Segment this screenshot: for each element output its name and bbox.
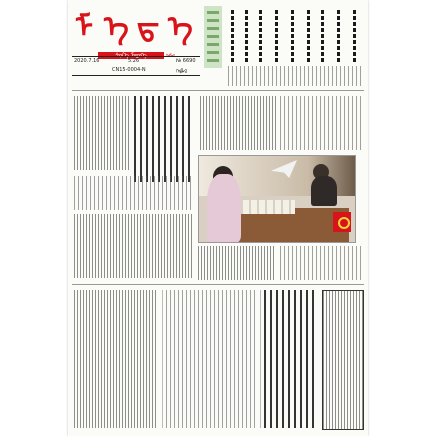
article-text-column [74,290,158,428]
divider [72,75,200,76]
header-ornament [204,6,222,68]
article-text-column [200,96,276,150]
sidebar-box [322,290,364,430]
headline-column [228,10,236,62]
article-text-column [74,96,130,170]
photo-caption-text [198,246,274,280]
headline-column [272,10,280,62]
masthead [68,6,202,52]
section-divider [72,90,364,91]
masthead-title-glyph: ᠮ [74,10,94,45]
headline-column [304,10,312,62]
masthead-title-glyph: ᠳ [136,10,160,45]
column-rule [162,290,163,428]
cn-code: CN15-0004-N [112,67,146,73]
news-photo [198,155,356,243]
column-rule [260,290,261,428]
masthead-title-glyph: ᠡ [168,10,193,45]
headline-column [256,10,264,62]
article-text-column [74,176,194,210]
article-text-column [74,214,194,278]
article-text-column [166,290,256,428]
headline-column [318,10,326,62]
page-count: ᠬᠡᠪᠯᠡᠯ [176,69,187,75]
issue-number: 5.26 [128,58,140,64]
newspaper-page [68,0,368,436]
section-divider [72,284,364,285]
divider [72,56,200,57]
article-lead-text [228,66,362,86]
headline-column [288,10,296,62]
headline-column [242,10,250,62]
article-headline-block [134,96,194,182]
headline-column [350,10,358,62]
article-text-column [280,96,362,150]
issue-date: 2020.7.16 [74,58,100,64]
masthead-title-glyph: ᠡ [104,10,129,45]
article-headline-block [264,290,318,428]
headline-column [334,10,342,62]
serial-number: № 6690 [176,58,196,64]
article-text-column [280,246,362,280]
